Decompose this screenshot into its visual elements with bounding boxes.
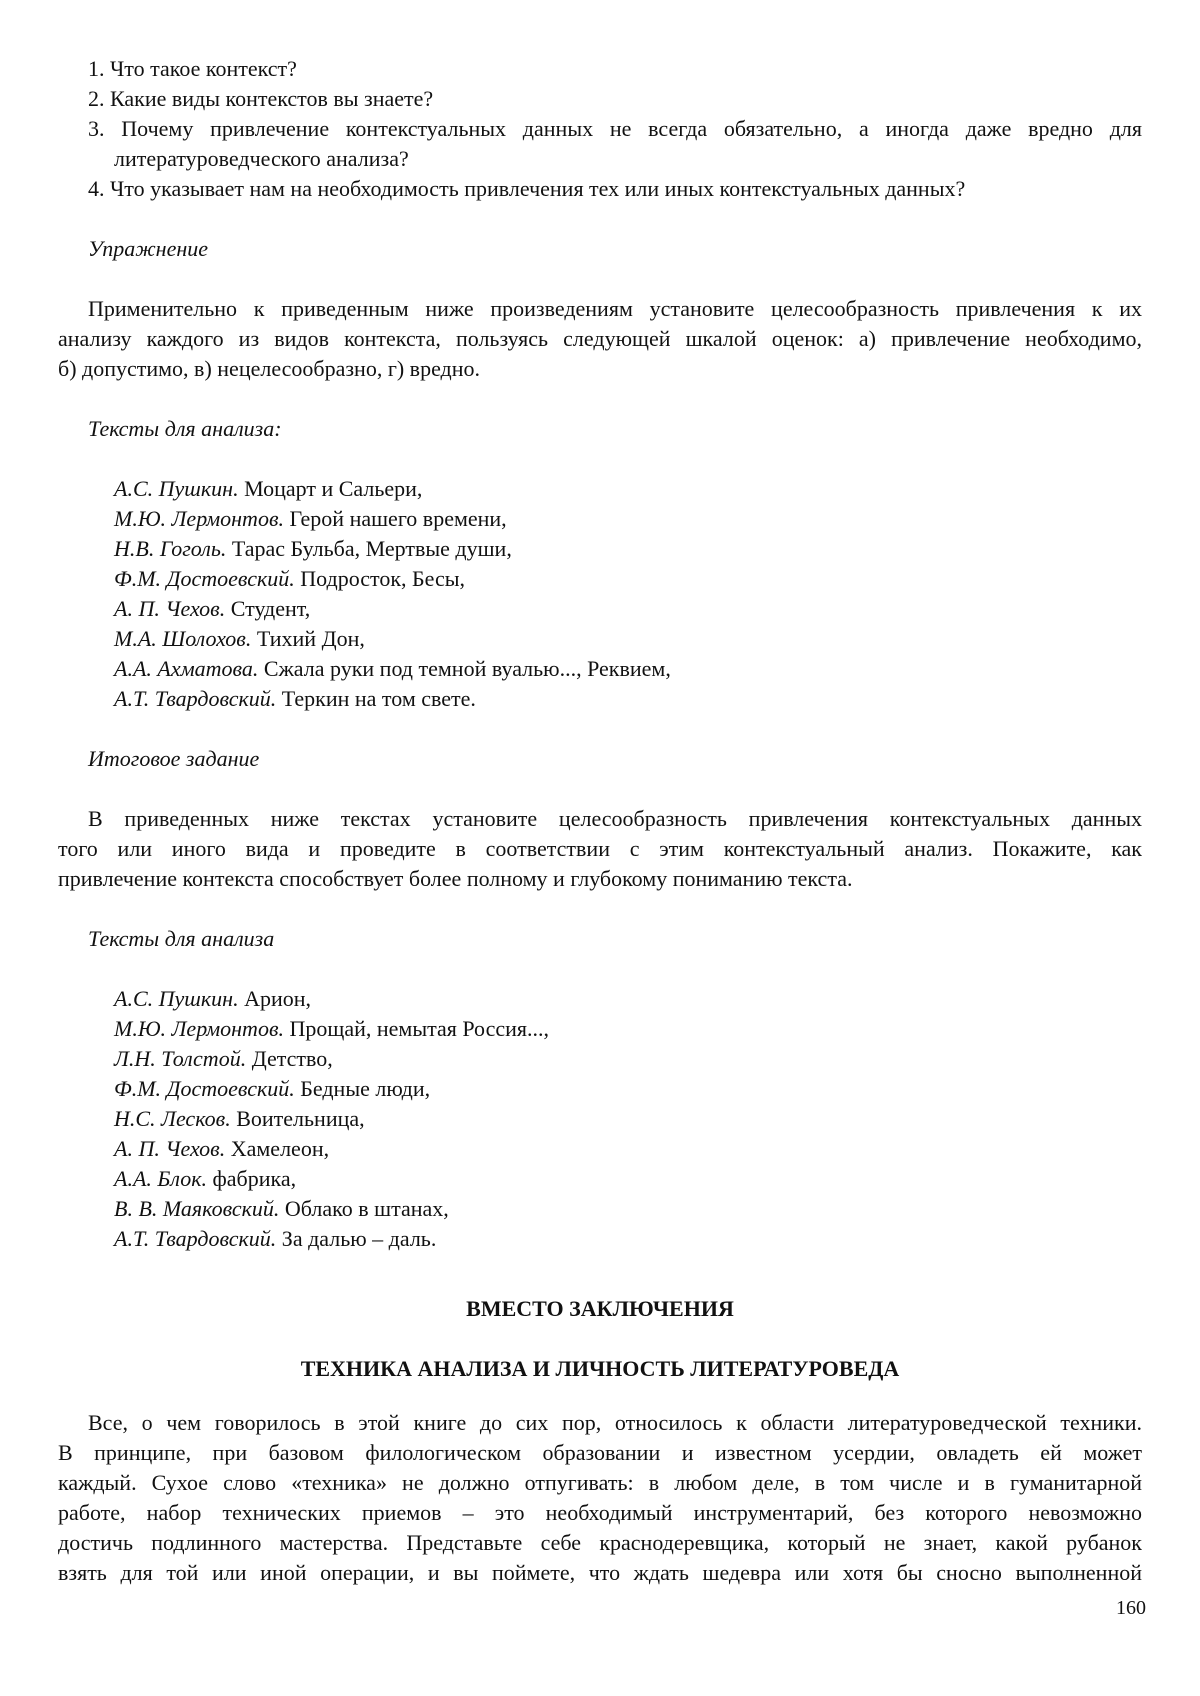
author: А.С. Пушкин. xyxy=(114,476,239,501)
author: А. П. Чехов. xyxy=(114,1136,226,1161)
list-item xyxy=(114,1044,333,1074)
author: А.С. Пушкин. xyxy=(114,986,239,1011)
exercise-paragraph-line-1 xyxy=(58,294,1142,324)
works: За далью – даль. xyxy=(276,1226,437,1251)
question-3-line-1: 3. Почему привлечение контекстуальных данных не всегда обязательно, а иногда даже вредно для xyxy=(88,116,1142,141)
author: М.А. Шолохов. xyxy=(114,626,252,651)
author: А. П. Чехов. xyxy=(114,596,226,621)
works: Тихий Дон, xyxy=(251,626,365,651)
author: Ф.М. Достоевский. xyxy=(114,1076,295,1101)
works: Облако в штанах, xyxy=(279,1196,449,1221)
texts-heading-2: Тексты для анализа xyxy=(88,926,275,951)
works: Сжала руки под темной вуалью..., Реквием, xyxy=(258,656,671,681)
list-item xyxy=(114,1194,449,1224)
page-number: 160 xyxy=(1116,1597,1146,1619)
final-task-heading: Итоговое задание xyxy=(88,746,260,771)
exercise-paragraph-line-2: анализу каждого из видов контекста, пользуясь следующей шкалой оценок: а) привлечение необходимо, xyxy=(58,326,1142,351)
works: Тарас Бульба, Мертвые души, xyxy=(226,536,512,561)
author: М.Ю. Лермонтов. xyxy=(114,506,284,531)
section-subtitle: ТЕХНИКА АНАЛИЗА И ЛИЧНОСТЬ ЛИТЕРАТУРОВЕДА xyxy=(300,1356,900,1381)
question-1: 1. Что такое контекст? xyxy=(88,56,297,81)
author: В. В. Маяковский. xyxy=(114,1196,280,1221)
conclusion-paragraph-line-1 xyxy=(58,1408,1142,1438)
texts-heading-1: Тексты для анализа: xyxy=(88,416,282,441)
list-item xyxy=(114,564,465,594)
author: М.Ю. Лермонтов. xyxy=(114,1016,284,1041)
works: Бедные люди, xyxy=(294,1076,431,1101)
works: фабрика, xyxy=(207,1166,297,1191)
works: Моцарт и Сальери, xyxy=(238,476,423,501)
list-item xyxy=(114,684,476,714)
final-task-line-1-text: В приведенных ниже текстах установите целесообразность привлечения контекстуальных данных xyxy=(88,806,1142,831)
author: А.Т. Твардовский. xyxy=(114,1226,277,1251)
author: Н.С. Лесков. xyxy=(114,1106,231,1131)
conclusion-paragraph-line-6: взять для той или иной операции, и вы поймете, что ждать шедевра или хотя бы сносно выполненной xyxy=(58,1560,1142,1585)
final-task-paragraph-line-2: того или иного вида и проведите в соответствии с этим контекстуальный анализ. Покажите, как xyxy=(58,836,1142,861)
works: Герой нашего времени, xyxy=(284,506,507,531)
conclusion-paragraph-line-3: каждый. Сухое слово «техника» не должно отпугивать: в любом деле, в том числе и в гуманитарной xyxy=(58,1470,1142,1495)
exercise-heading: Упражнение xyxy=(88,236,209,261)
works: Прощай, немытая Россия..., xyxy=(284,1016,550,1041)
question-2: 2. Какие виды контекстов вы знаете? xyxy=(88,86,434,111)
works: Теркин на том свете. xyxy=(276,686,476,711)
works: Хамелеон, xyxy=(225,1136,330,1161)
list-item xyxy=(114,1134,329,1164)
list-item xyxy=(114,1164,296,1194)
author: А.А. Блок. xyxy=(114,1166,208,1191)
list-item xyxy=(114,654,671,684)
question-4: 4. Что указывает нам на необходимость привлечения тех или иных контекстуальных данных? xyxy=(88,176,966,201)
works: Студент, xyxy=(225,596,311,621)
conclusion-line-1-text: Все, о чем говорилось в этой книге до сих пор, относилось к области литературоведческой техники. xyxy=(88,1410,1142,1435)
question-3-line-2: литературоведческого анализа? xyxy=(114,146,409,171)
conclusion-paragraph-line-5: достичь подлинного мастерства. Представьте себе краснодеревщика, который не знает, какой рубанок xyxy=(58,1530,1142,1555)
works: Воительница, xyxy=(230,1106,365,1131)
list-item xyxy=(114,1224,436,1254)
list-item xyxy=(114,984,311,1014)
list-item xyxy=(114,504,507,534)
list-item xyxy=(114,624,365,654)
list-item xyxy=(114,534,512,564)
list-item xyxy=(114,1074,430,1104)
author: Л.Н. Толстой. xyxy=(114,1046,247,1071)
list-item xyxy=(114,594,310,624)
conclusion-paragraph-line-2: В принципе, при базовом филологическом образовании и известном усердии, овладеть ей может xyxy=(58,1440,1142,1465)
exercise-line-1-text: Применительно к приведенным ниже произведениям установите целесообразность привлечения к их xyxy=(88,296,1142,321)
list-item xyxy=(114,474,422,504)
author: А.А. Ахматова. xyxy=(114,656,259,681)
conclusion-paragraph-line-4: работе, набор технических приемов – это необходимый инструментарий, без которого невозможно xyxy=(58,1500,1142,1525)
works: Подросток, Бесы, xyxy=(294,566,466,591)
list-item xyxy=(114,1014,549,1044)
final-task-paragraph-line-1 xyxy=(58,804,1142,834)
list-item xyxy=(114,1104,365,1134)
section-title: ВМЕСТО ЗАКЛЮЧЕНИЯ xyxy=(466,1296,734,1321)
final-task-paragraph-line-3: привлечение контекста способствует более полному и глубокому пониманию текста. xyxy=(58,866,853,891)
works: Арион, xyxy=(238,986,312,1011)
works: Детство, xyxy=(246,1046,333,1071)
author: Н.В. Гоголь. xyxy=(114,536,227,561)
author: А.Т. Твардовский. xyxy=(114,686,277,711)
author: Ф.М. Достоевский. xyxy=(114,566,295,591)
exercise-paragraph-line-3: б) допустимо, в) нецелесообразно, г) вредно. xyxy=(58,356,481,381)
